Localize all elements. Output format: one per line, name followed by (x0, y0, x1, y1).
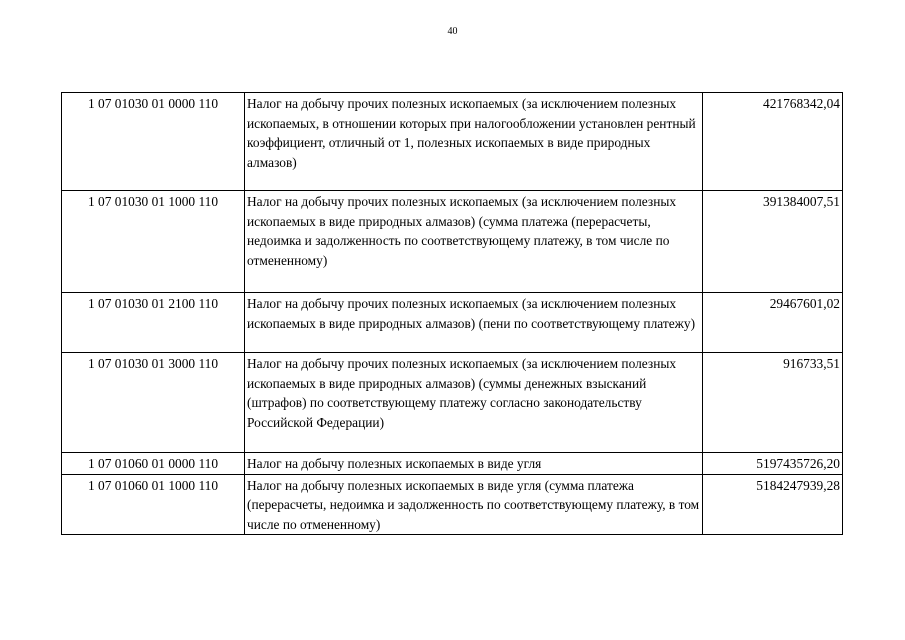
revenue-description-cell: Налог на добычу прочих полезных ископаемых (за исключением полезных ископаемых в виде природных алмазов) (сумма платежа (перерасчеты, недоимка и задолженность по соответствующему платежу, в том числе по отмененному) (245, 191, 703, 293)
revenue-code-cell: 1 07 01060 01 0000 110 (62, 453, 245, 475)
page-number: 40 (447, 26, 458, 37)
revenue-description-cell: Налог на добычу полезных ископаемых в виде угля (245, 453, 703, 475)
revenue-code-cell: 1 07 01030 01 3000 110 (62, 353, 245, 453)
revenue-amount-cell: 29467601,02 (703, 293, 843, 353)
revenue-code-cell: 1 07 01060 01 1000 110 (62, 474, 245, 535)
revenue-description-cell: Налог на добычу прочих полезных ископаемых (за исключением полезных ископаемых в виде природных алмазов) (пени по соответствующему платежу) (245, 293, 703, 353)
revenue-description-cell: Налог на добычу полезных ископаемых в виде угля (сумма платежа (перерасчеты, недоимка и задолженность по соответствующему платежу, в том числе по отмененному) (245, 474, 703, 535)
table-row (62, 293, 843, 353)
revenue-code-cell: 1 07 01030 01 0000 110 (62, 93, 245, 191)
revenue-description-cell: Налог на добычу прочих полезных ископаемых (за исключением полезных ископаемых в виде природных алмазов) (суммы денежных взысканий (штрафов) по соответствующему платежу согласно законодательству Российской Федерации) (245, 353, 703, 453)
revenue-code-cell: 1 07 01030 01 2100 110 (62, 293, 245, 353)
budget-revenue-table (61, 92, 843, 535)
revenue-amount-cell: 5184247939,28 (703, 474, 843, 535)
table-row (62, 191, 843, 293)
revenue-amount-cell: 391384007,51 (703, 191, 843, 293)
table-row (62, 453, 843, 475)
table-row (62, 474, 843, 535)
revenue-amount-cell: 916733,51 (703, 353, 843, 453)
revenue-amount-cell: 421768342,04 (703, 93, 843, 191)
revenue-code-cell: 1 07 01030 01 1000 110 (62, 191, 245, 293)
revenue-amount-cell: 5197435726,20 (703, 453, 843, 475)
revenue-description-cell: Налог на добычу прочих полезных ископаемых (за исключением полезных ископаемых, в отношении которых при налогообложении установлен рентный коэффициент, отличный от 1, полезных ископаемых в виде природных алмазов) (245, 93, 703, 191)
table-row (62, 353, 843, 453)
table-row (62, 93, 843, 191)
